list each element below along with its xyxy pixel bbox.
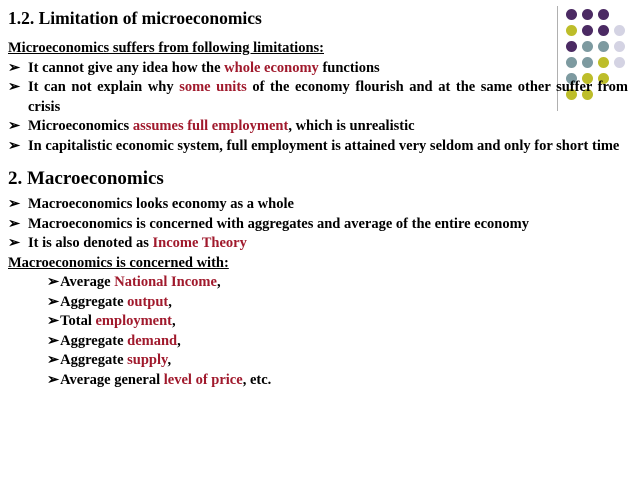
section1-intro: Microeconomics suffers from following limitations: — [8, 40, 324, 56]
arrow-bullet-icon: ➢ — [47, 274, 60, 290]
macro-item: ➢Average general level of price, etc. — [47, 371, 272, 388]
arrow-bullet-icon: ➢ — [47, 352, 60, 368]
macro-item: ➢Aggregate supply, — [47, 352, 172, 368]
section2-title: 2. Macroeconomics — [8, 168, 164, 189]
arrow-bullet-icon: ➢ — [8, 137, 21, 154]
limitation-bullet: ➢ It cannot give any idea how the whole economy functions — [8, 59, 628, 79]
arrow-bullet-icon: ➢ — [47, 293, 60, 310]
limitation-bullet: ➢ In capitalistic economic system, full employment is attained very seldom and only for short time — [8, 137, 628, 157]
limitation-bullet: ➢ It can not explain why some units of the economy flourish and at the same other suffer from crisis — [8, 79, 628, 115]
arrow-bullet-icon: ➢ — [8, 118, 21, 134]
arrow-bullet-icon: ➢ — [8, 215, 21, 232]
macro-bullet: ➢ It is also denoted as Income Theory — [8, 234, 628, 254]
arrow-bullet-icon: ➢ — [47, 313, 60, 329]
arrow-bullet-icon: ➢ — [8, 235, 21, 251]
macro-item: ➢Aggregate demand, — [47, 332, 181, 349]
section1-title: 1.2. Limitation of microeconomics — [8, 8, 262, 28]
macro-bullet: ➢ Macroeconomics looks economy as a whole — [8, 195, 628, 215]
macro-item: ➢Total employment, — [47, 313, 176, 329]
slide-content — [8, 7, 628, 390]
arrow-bullet-icon: ➢ — [8, 79, 21, 95]
arrow-bullet-icon: ➢ — [47, 371, 60, 388]
arrow-bullet-icon: ➢ — [8, 59, 21, 76]
macro-bullet: ➢ Macroeconomics is concerned with aggregates and average of the entire economy — [8, 215, 628, 235]
macro-item: ➢Average National Income, — [47, 274, 221, 290]
arrow-bullet-icon: ➢ — [47, 332, 60, 349]
limitation-bullet: ➢ Microeconomics assumes full employment, which is unrealistic — [8, 117, 628, 137]
arrow-bullet-icon: ➢ — [8, 196, 21, 212]
macro-item: ➢Aggregate output, — [47, 293, 172, 310]
concerned-with-label: Macroeconomics is concerned with: — [8, 254, 229, 271]
